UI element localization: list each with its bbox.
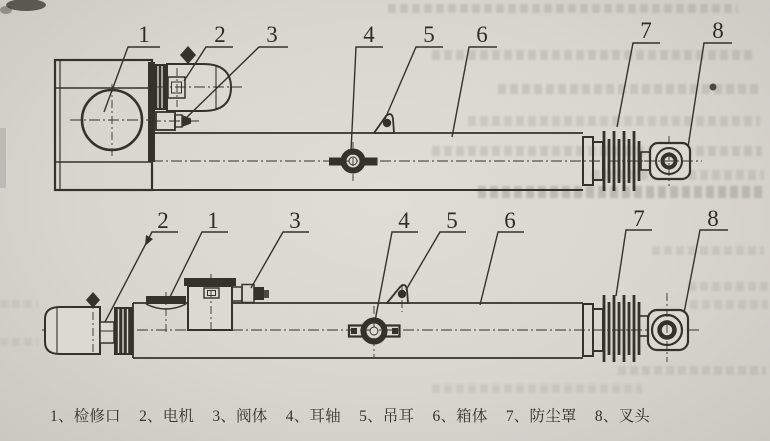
fork-head <box>641 136 702 186</box>
gear-housing <box>55 60 155 190</box>
parts-legend <box>50 404 650 426</box>
fork-head <box>639 293 688 362</box>
callout-side-7: 7 <box>633 206 645 231</box>
lifting-lug <box>387 284 408 312</box>
legend-item: 3、阀体 <box>212 408 268 425</box>
callout-side-3: 3 <box>289 208 301 233</box>
callout-top-2: 2 <box>214 22 226 47</box>
top-view <box>55 18 732 191</box>
leader-line <box>351 47 383 151</box>
callout-side-6: 6 <box>504 208 516 233</box>
valve-body <box>184 274 269 330</box>
legend-item: 2、电机 <box>139 408 195 425</box>
leader-line <box>617 43 660 127</box>
housing-flange <box>148 62 155 162</box>
leader-line <box>480 232 524 305</box>
legend-item: 8、叉头 <box>594 408 650 425</box>
leader-line <box>251 232 309 288</box>
ink-blot <box>6 0 46 11</box>
inspection-port <box>70 84 152 158</box>
leader-line <box>684 230 728 313</box>
legend-item: 5、吊耳 <box>359 408 415 425</box>
leader-line <box>375 232 418 321</box>
callout-top-3: 3 <box>266 22 278 47</box>
callout-top-7: 7 <box>640 18 652 43</box>
leader-line <box>385 47 443 119</box>
motor <box>45 292 133 355</box>
side-view <box>42 206 728 362</box>
valve-body <box>150 112 199 130</box>
callout-side-5: 5 <box>446 208 458 233</box>
callout-side-8: 8 <box>707 206 719 231</box>
legend-item: 4、耳轴 <box>285 408 341 425</box>
edge-smudge <box>0 128 6 188</box>
callout-top-4: 4 <box>363 22 375 47</box>
eyebolt-icon <box>180 46 196 64</box>
leader-line <box>406 232 466 290</box>
callout-top-6: 6 <box>476 22 488 47</box>
ink-blot <box>0 6 12 14</box>
lifting-lug <box>374 114 394 133</box>
callout-side-1: 1 <box>207 208 219 233</box>
trunnion <box>329 142 378 181</box>
motor <box>154 46 242 111</box>
legend-item: 6、箱体 <box>432 408 488 425</box>
leader-line <box>452 47 497 137</box>
dust-cover <box>604 295 639 362</box>
callout-top-8: 8 <box>712 18 724 43</box>
terminal-box <box>100 322 114 343</box>
dust-cover <box>604 131 639 191</box>
trunnion <box>349 306 400 357</box>
callout-top-1: 1 <box>138 22 150 47</box>
legend-item: 7、防尘罩 <box>505 408 577 425</box>
callout-top-5: 5 <box>423 22 435 47</box>
legend-item: 1、检修口 <box>50 408 121 425</box>
leader-line <box>616 230 652 296</box>
callout-side-4: 4 <box>398 208 410 233</box>
inspection-port <box>146 292 186 334</box>
ink-speck <box>710 84 717 91</box>
leader-line <box>688 43 732 147</box>
callout-side-2: 2 <box>157 208 169 233</box>
